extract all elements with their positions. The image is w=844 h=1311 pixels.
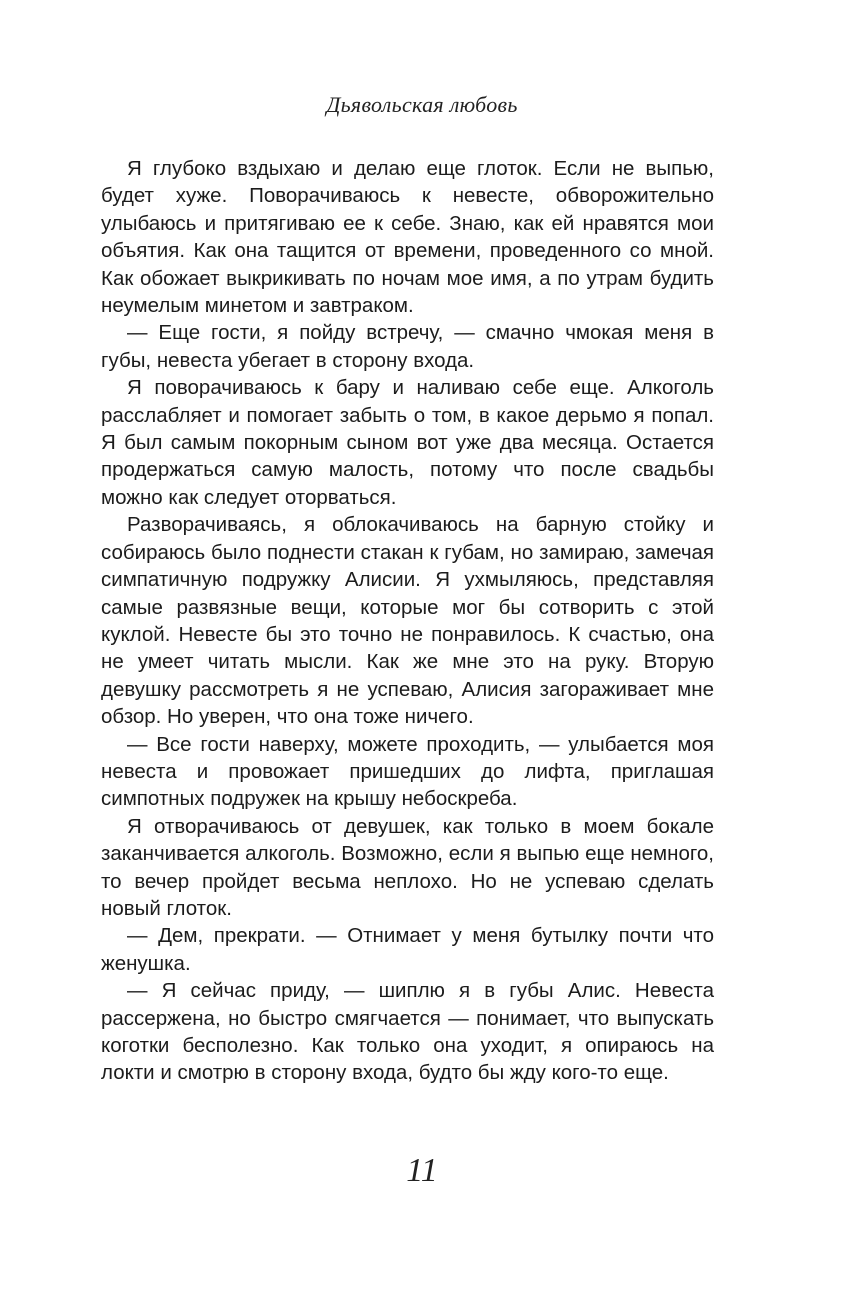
paragraph: — Я сейчас приду, — шиплю я в губы Алис. Невеста рассержена, но быстро смягчается — понимает, что выпускать коготки бесполезно. Как только она уходит, я опираюсь на локти и смотрю в сторону входа, будто бы жду кого-то еще.: [101, 979, 714, 1085]
body-text: [101, 155, 714, 1087]
running-head-title: Дьявольская любовь: [326, 92, 518, 117]
paragraph: Я глубоко вздыхаю и делаю еще глоток. Если не выпью, будет хуже. Поворачиваюсь к невесте, обворожительно улыбаюсь и притягиваю ее к себе. Знаю, как ей нравятся мои объятия. Как она тащится от времени, проведенного со мной. Как обожает выкрикивать по ночам мое имя, а по утрам будить неумелым минетом и завтраком.: [101, 157, 714, 318]
paragraph: Я поворачиваюсь к бару и наливаю себе еще. Алкоголь расслабляет и помогает забыть о том, в какое дерьмо я попал. Я был самым покорным сыном вот уже два месяца. Остается продержаться самую малость, потому что после свадьбы можно как следует оторваться.: [101, 376, 714, 509]
paragraph: — Еще гости, я пойду встречу, — смачно чмокая меня в губы, невеста убегает в сторону входа.: [101, 321, 714, 372]
paragraph: Я отворачиваюсь от девушек, как только в моем бокале заканчивается алкоголь. Возможно, если я выпью еще немного, то вечер пройдет весьма неплохо. Но не успеваю сделать новый глоток.: [101, 814, 714, 920]
paragraph: — Дем, прекрати. — Отнимает у меня бутылку почти что женушка.: [101, 924, 714, 975]
paragraph: — Все гости наверху, можете проходить, — улыбается моя невеста и провожает пришедших до лифта, приглашая симпотных подружек на крышу небоскреба.: [101, 732, 714, 811]
paragraph: Разворачиваясь, я облокачиваюсь на барную стойку и собираюсь было поднести стакан к губам, но замираю, замечая симпатичную подружку Алисии. Я ухмыляюсь, представляя самые развязные вещи, которые мог бы сотворить с этой куклой. Невесте бы это точно не понравилось. К счастью, она не умеет читать мысли. Как же мне это на руку. Вторую девушку рассмотреть я не успеваю, Алисия загораживает мне обзор. Но уверен, что она тоже ничего.: [101, 513, 714, 729]
page-number: 11: [406, 1152, 438, 1189]
